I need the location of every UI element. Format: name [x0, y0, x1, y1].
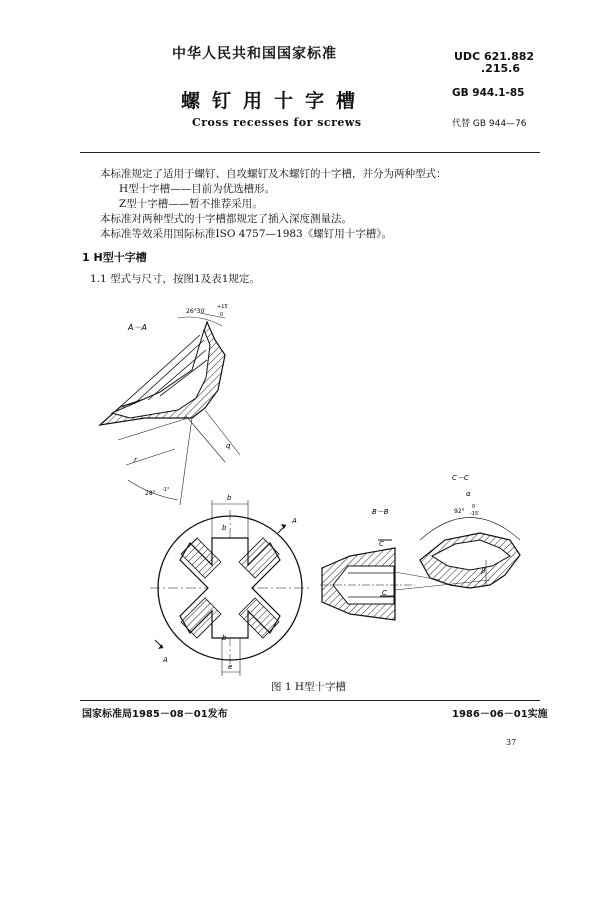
section-mark-c-bottom: C: [382, 589, 387, 597]
replaces-standard: 代替 GB 944—76: [452, 119, 527, 129]
intro-line-3: Z型十字槽——暂不推荐采用。: [119, 198, 263, 210]
angle-92-tol: 0: [472, 504, 476, 510]
label-r: r: [134, 456, 137, 464]
document-title-en: Cross recesses for screws: [192, 116, 362, 129]
section-mark-c-top: C: [379, 540, 384, 548]
effective-date: 1986－06－01实施: [452, 709, 548, 720]
section-mark-a-bottom: A: [163, 656, 168, 664]
section-b-b: [320, 508, 415, 620]
angle-28: 28°: [145, 490, 156, 497]
section-heading: 1 H型十字槽: [82, 251, 147, 264]
section-mark-a-top: A: [292, 517, 297, 525]
udc-code-suffix: .215.6: [481, 62, 520, 75]
intro-line-2: H型十字槽——目前为优选槽形。: [119, 183, 276, 195]
angle-92-tol2: -15′: [470, 511, 480, 517]
label-q: q: [226, 442, 231, 450]
label-b-b: B－B: [372, 508, 389, 516]
issuing-body: 中华人民共和国国家标准: [172, 46, 337, 62]
label-beta: β: [481, 567, 486, 575]
label-b-lower: b: [222, 634, 227, 642]
label-alpha: α: [466, 490, 471, 498]
label-a-a: A－A: [128, 323, 147, 332]
angle-92: 92°: [454, 508, 465, 515]
section-c-c: [395, 474, 520, 590]
standard-number: GB 944.1-85: [452, 87, 525, 99]
udc-code: UDC 621.882: [454, 50, 535, 63]
document-title-cn: 螺钉用十字槽: [181, 90, 368, 112]
label-b-upper: b: [222, 524, 227, 532]
label-c-c: C－C: [452, 474, 469, 482]
issued-date: 国家标准局1985－08－01发布: [82, 709, 228, 720]
intro-line-4: 本标准对两种型式的十字槽都规定了插入深度测量法。: [100, 213, 352, 225]
figure-1-drawing: [0, 290, 600, 690]
angle-26-30-tol: +15′: [217, 304, 229, 310]
angle-28-tol: -1°: [162, 487, 170, 493]
intro-line-1: 本标准规定了适用于螺钉、自攻螺钉及木螺钉的十字槽，并分为两种型式：: [100, 168, 447, 180]
page-number: 37: [506, 738, 517, 747]
label-b: b: [227, 494, 232, 502]
angle-26-30: 26°30′: [186, 308, 206, 315]
label-e: e: [228, 663, 233, 671]
section-a-a: [100, 304, 240, 505]
clause-1-1: 1.1 型式与尺寸，按图1及表1规定。: [90, 273, 260, 285]
angle-26-30-tol0: 0: [220, 312, 224, 318]
plan-view: [150, 494, 310, 676]
header-rule: [80, 152, 540, 153]
intro-line-5: 本标准等效采用国际标准ISO 4757—1983《螺钉用十字槽》。: [100, 228, 392, 240]
figure-caption: 图 1 H型十字槽: [271, 681, 347, 693]
footer-rule: [80, 700, 540, 701]
